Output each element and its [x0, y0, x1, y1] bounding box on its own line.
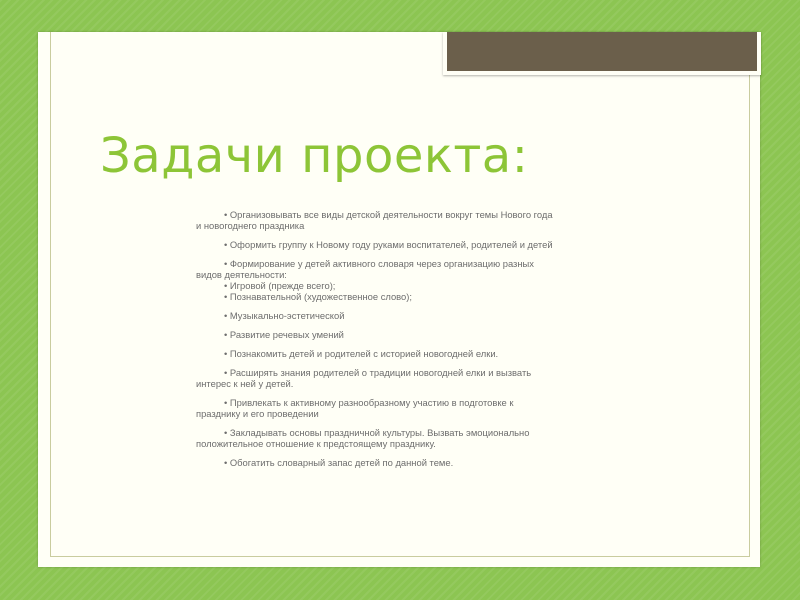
list-item: • Музыкально-эстетической [224, 310, 345, 321]
list-item: • Развитие речевых умений [224, 329, 344, 340]
list-item: • Формирование у детей активного словаря через организацию разных видов деятельности: [196, 258, 534, 280]
bullet-list [196, 209, 556, 476]
list-item: • Познакомить детей и родителей с историей новогодней елки. [224, 348, 499, 359]
list-item: • Познавательной (художественное слово); [224, 291, 412, 302]
list-item: • Расширять знания родителей о традиции новогодней елки и вызвать интерес к ней у детей. [196, 367, 532, 389]
list-item: • Организовывать все виды детской деятельности вокруг темы Нового года и новогоднего праздника [196, 209, 553, 231]
list-item: • Обогатить словарный запас детей по данной теме. [224, 457, 454, 468]
slide-title: Задачи проекта: [100, 128, 529, 184]
list-item: • Игровой (прежде всего); [224, 280, 336, 291]
accent-tab [443, 32, 761, 75]
list-item: • Закладывать основы праздничной культуры. Вызвать эмоционально положительное отношение к предстоящему празднику. [196, 427, 530, 449]
list-item: • Оформить группу к Новому году руками воспитателей, родителей и детей [224, 239, 553, 250]
list-item: • Привлекать к активному разнообразному участию в подготовке к празднику и его проведении [196, 397, 514, 419]
